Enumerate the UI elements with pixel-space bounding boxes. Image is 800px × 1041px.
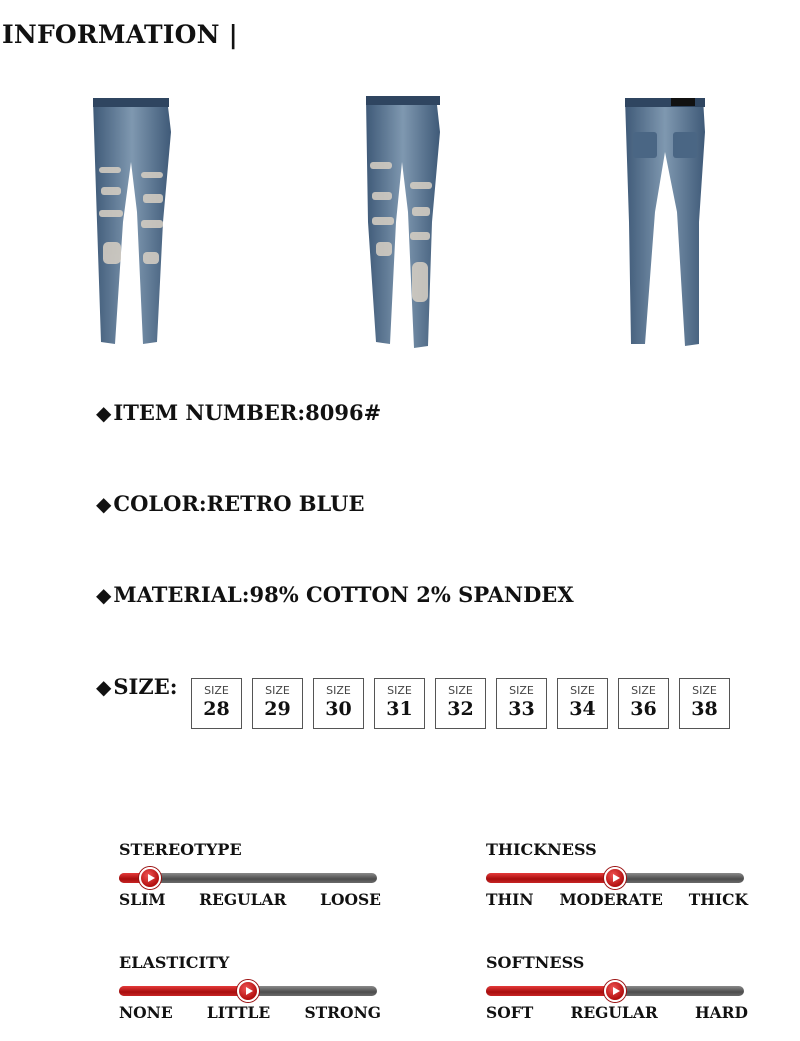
item-number-text: ITEM NUMBER:8096#	[113, 400, 382, 425]
size-box-label: SIZE	[509, 684, 534, 697]
meter-track	[119, 986, 377, 996]
meter-track	[486, 986, 744, 996]
size-box-label: SIZE	[448, 684, 473, 697]
meter-fill	[119, 986, 248, 996]
stereotype-meter	[119, 840, 379, 909]
size-label: SIZE:	[113, 674, 178, 699]
meter-label-mid: MODERATE	[559, 890, 663, 909]
meter-title: STEREOTYPE	[119, 840, 242, 859]
size-option-33[interactable]	[496, 678, 547, 729]
jeans-side-photo	[352, 92, 452, 352]
jeans-back-photo	[615, 92, 715, 352]
elasticity-meter	[119, 953, 379, 1022]
size-box-label: SIZE	[265, 684, 290, 697]
size-option-36[interactable]	[618, 678, 669, 729]
meter-label-low: SOFT	[486, 1003, 534, 1022]
size-option-38[interactable]	[679, 678, 730, 729]
size-value: 32	[447, 698, 474, 720]
meter-label-high: STRONG	[304, 1003, 381, 1022]
meter-knob	[604, 867, 626, 889]
meter-fill	[486, 986, 615, 996]
size-box-label: SIZE	[387, 684, 412, 697]
meter-title: ELASTICITY	[119, 953, 230, 972]
size-option-34[interactable]	[557, 678, 608, 729]
meter-knob	[139, 867, 161, 889]
meter-title: THICKNESS	[486, 840, 597, 859]
meter-track	[486, 873, 744, 883]
material-spec	[96, 582, 574, 607]
meter-fill	[486, 873, 615, 883]
size-value: 30	[325, 698, 352, 720]
size-value: 31	[386, 698, 413, 720]
meter-knob	[604, 980, 626, 1002]
meter-label-high: LOOSE	[320, 890, 381, 909]
bullet-diamond-icon: ◆	[96, 401, 112, 425]
size-option-31[interactable]	[374, 678, 425, 729]
color-text: COLOR:RETRO BLUE	[113, 491, 365, 516]
size-value: 34	[569, 698, 596, 720]
bullet-diamond-icon: ◆	[96, 492, 112, 516]
meter-label-high: HARD	[695, 1003, 748, 1022]
thickness-meter	[486, 840, 746, 909]
size-box-label: SIZE	[204, 684, 229, 697]
size-box-label: SIZE	[692, 684, 717, 697]
size-value: 36	[630, 698, 657, 720]
meter-label-low: NONE	[119, 1003, 173, 1022]
softness-meter	[486, 953, 746, 1022]
meter-title: SOFTNESS	[486, 953, 585, 972]
size-options	[191, 678, 730, 729]
meter-label-low: SLIM	[119, 890, 166, 909]
meter-label-mid: REGULAR	[199, 890, 287, 909]
jeans-front-photo	[85, 92, 185, 352]
meter-label-mid: LITTLE	[206, 1003, 271, 1022]
size-spec	[96, 674, 177, 699]
material-text: MATERIAL:98% COTTON 2% SPANDEX	[113, 582, 574, 607]
size-option-30[interactable]	[313, 678, 364, 729]
page-title: INFORMATION |	[2, 20, 238, 49]
size-option-28[interactable]	[191, 678, 242, 729]
bullet-diamond-icon: ◆	[96, 583, 112, 607]
bullet-diamond-icon: ◆	[96, 675, 112, 699]
size-value: 28	[203, 698, 230, 720]
size-box-label: SIZE	[326, 684, 351, 697]
size-value: 29	[264, 698, 291, 720]
size-option-29[interactable]	[252, 678, 303, 729]
size-box-label: SIZE	[631, 684, 656, 697]
size-value: 33	[508, 698, 535, 720]
color-spec	[96, 491, 365, 516]
item-number-spec	[96, 400, 381, 425]
meter-knob	[237, 980, 259, 1002]
meter-label-high: THICK	[688, 890, 748, 909]
size-value: 38	[691, 698, 718, 720]
meter-track	[119, 873, 377, 883]
size-box-label: SIZE	[570, 684, 595, 697]
size-option-32[interactable]	[435, 678, 486, 729]
meter-label-mid: REGULAR	[570, 1003, 658, 1022]
meter-label-low: THIN	[486, 890, 534, 909]
